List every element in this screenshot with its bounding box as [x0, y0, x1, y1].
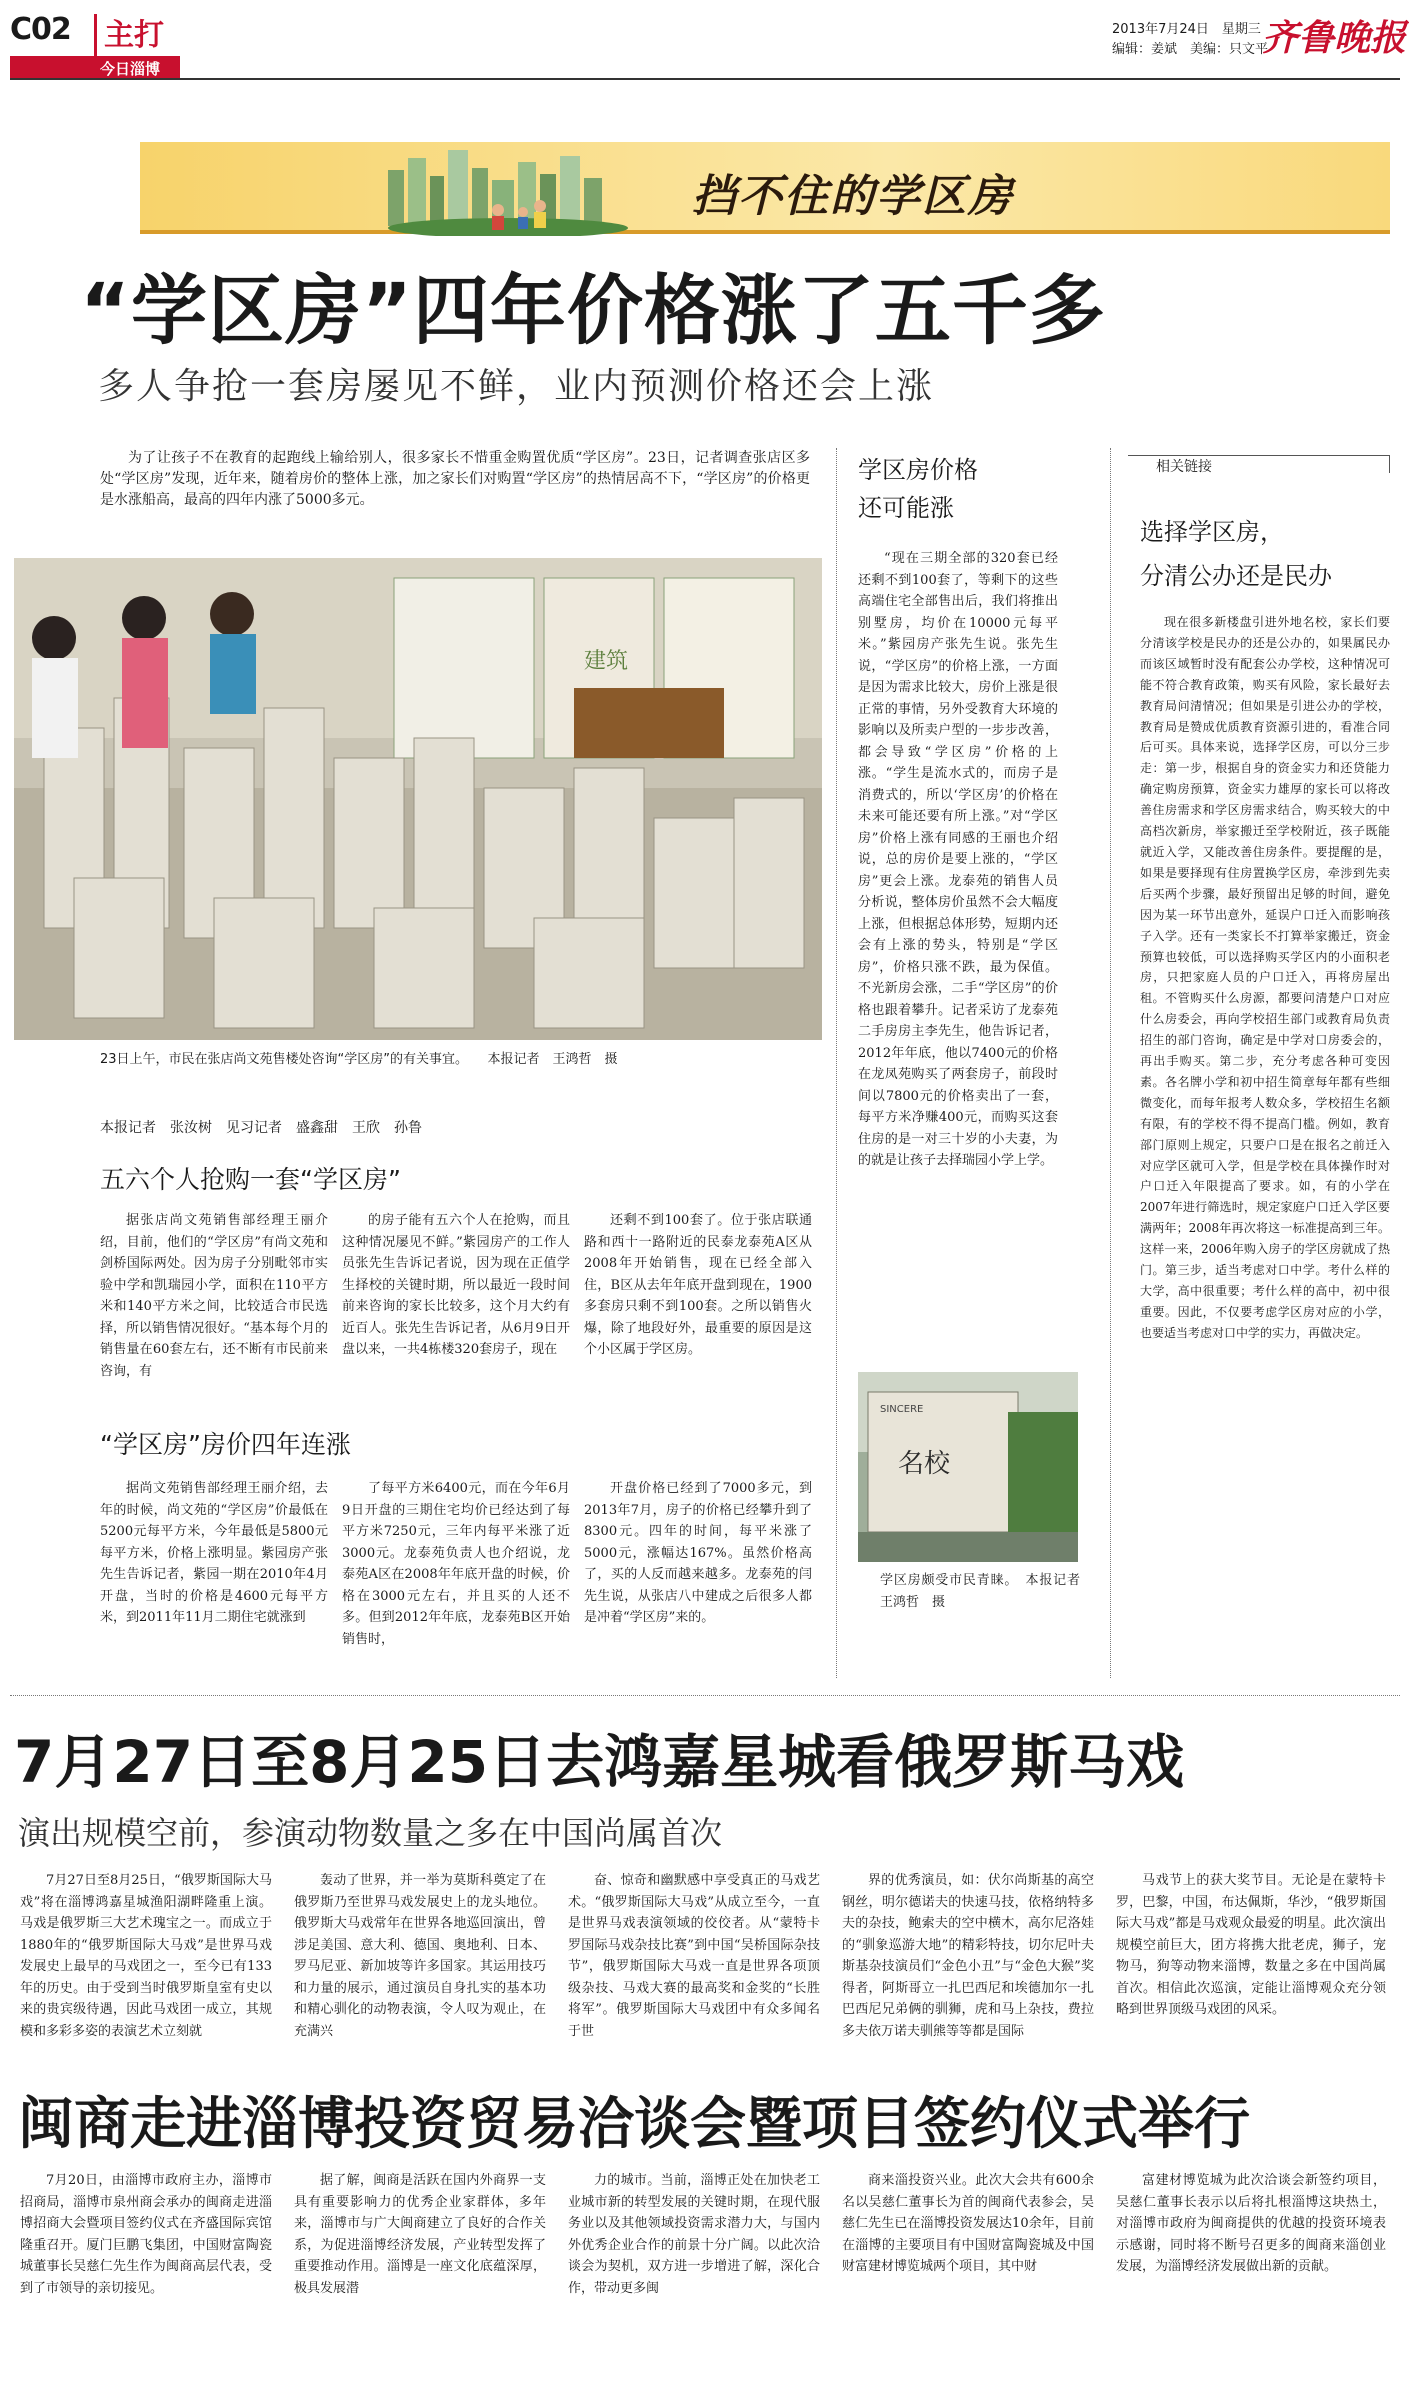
story1-main-photo	[14, 558, 822, 1040]
story1-section1-col1: 据张店尚文苑销售部经理王丽介绍，目前，他们的“学区房”有尚文苑和剑桥国际两处。因为房子分别毗邻市实验中学和凯瑞园小学，面积在110平方米和140平方米之间，比较适合市民选择，所以销售情况很好。“基本每个月的销售量在60套左右，还不断有市民前来咨询，有	[100, 1213, 328, 1379]
story1-subhead: 多人争抢一套房屡见不鲜，业内预测价格还会上涨	[98, 366, 935, 407]
related-body: 现在很多新楼盘引进外地名校，家长们要分清该学校是民办的还是公办的，如果属民办而该区域暂时没有配套公办学校，这种情况可能不符合教育政策，购买有风险，家长最好去教育局问清情况；但如果是引进公办的学校，教育局是赞成优质教育资源引进的，看准合同后可买。具体来说，选择学区房，可以分三步走：第一步，根据自身的资金实力和还贷能力确定购房预算，资金实力雄厚的家长可以将改善住房需求和学区房需求结合，购买较大的中高档次新房，举家搬迁至学校附近，孩子既能就近入学，又能改善住房条件。要提醒的是，如果是要择现有住房置换学区房，牵涉到先卖后买两个步骤，最好预留出足够的时间，避免因为某一环节出意外，延误户口迁入而影响孩子入学。还有一类家长不打算举家搬迁，资金预算也较低，可以选择购买学区内的小面积老房，只把家庭人员的户口迁入，再将房屋出租。不管购买什么房源，都要问清楚户口对应什么房委会，再向学校招生部门或教育局负责招生的部门咨询，确定是中学对口房委会的，再出手购买。第二步，充分考虑各种可变因素。各名牌小学和初中招生简章每年都有些细微变化，而每年报考人数众多，学校招生名额有限，有的学校不得不提高门槛。例如，教育部门原则上规定，只要户口是在报名之前迁入对应学区就可入学，但是学校在具体操作时对户口迁入年限提高了要求。如，有的小学在2007年进行筛选时，规定家庭户口迁入学区要满两年；2008年再次将这一标准提高到三年。这样一来，2006年购入房子的学区房就成了热门。第三步，适当考虑对口中学。考什么样的大学，高中很重要；考什么样的高中，初中很重要。因此，不仅要考虑学区房对应的小学，也要适当考虑对口中学的实力，再做决定。	[1140, 615, 1390, 1340]
story1-section1-col2: 的房子能有五六个人在抢购，而且这种情况屡见不鲜。”紫园房产的工作人员张先生告诉记者说，因为现在正值学生择校的关键时期，所以最近一段时间前来咨询的家长比较多，这个月大约有近百人。张先生告诉记者，从6月9日开盘以来，一共4栋楼320套房子，现在	[342, 1213, 570, 1357]
section-title: 主打	[104, 18, 164, 53]
story2-top-rule	[10, 1695, 1400, 1696]
story2-subhead: 演出规模空前，参演动物数量之多在中国尚属首次	[18, 1814, 723, 1852]
story3-col1: 7月20日，由淄博市政府主办，淄博市招商局，淄博市泉州商会承办的闽商走进淄博招商大会暨项目签约仪式在齐盛国际宾馆隆重召开。厦门巨鹏飞集团，中国财富陶瓷城董事长吴慈仁先生作为闽商高层代表，受到了市领导的亲切接见。	[20, 2173, 272, 2296]
story3-col5: 富建材博览城为此次洽谈会新签约项目，吴慈仁董事长表示以后将扎根淄博这块热土，对淄博市政府为闽商提供的优越的投资环境表示感谢，同时将不断号召更多的闽商来淄创业发展，为淄博经济发展做出新的贡献。	[1116, 2173, 1386, 2274]
page-code: C02	[10, 12, 71, 47]
story2-headline: 7月27日至8月25日去鸿嘉星城看俄罗斯马戏	[14, 1728, 1185, 1796]
subsection-label: 今日淄博	[100, 60, 161, 78]
photo-sign-text: 建筑	[584, 649, 629, 674]
story3-col2: 据了解，闽商是活跃在国内外商界一支具有重要影响力的优秀企业家群体，多年来，淄博市与广大闽商建立了良好的合作关系，为促进淄博经济发展，产业转型发挥了重要推动作用。淄博是一座文化底蕴深厚，极具发展潜	[294, 2173, 546, 2296]
header-red-bar	[94, 14, 97, 58]
story1-section1-col3: 还剩不到100套了。位于张店联通路和西十一路附近的民泰龙泰苑A区从2008年开始销售，现在已经全部入住，B区从去年年底开盘到现在，1900多套房只剩不到100套。之所以销售火爆，除了地段好外，最重要的原因是这个小区属于学区房。	[584, 1213, 812, 1357]
story1-byline: 本报记者 张汝树 见习记者 盛鑫甜 王欣 孙鲁	[100, 1120, 422, 1136]
story1-section2-col3: 开盘价格已经到了7000多元，到2013年7月，房子的价格已经攀升到了8300元。四年的时间，每平米涨了5000元，涨幅达167%。虽然价格高了，买的人反而越来越多。龙泰苑的闫先生说，从张店八中建成之后很多人都是冲着“学区房”来的。	[584, 1481, 812, 1625]
side-column-text: “现在三期全部的320套已经还剩不到100套了，等剩下的这些高端住宅全部售出后，我们将推出别墅房，均价在10000元每平米。”紫园房产张先生说。张先生说，“学区房”的价格上涨，一方面是因为需求比较大，房价上涨是很正常的事情，另外受教育大环境的影响以及所卖户型的一步步改善，都会导致“学区房”价格的上涨。“学生是流水式的，而房子是消费式的，所以‘学区房’的价格在未来可能还要有所上涨。”对“学区房”价格上涨有同感的王丽也介绍说，总的房价是要上涨的，“学区房”更会上涨。龙泰苑的销售人员分析说，整体房价虽然不会大幅度上涨，但根据总体形势，短期内还会有上涨的势头，特别是“学区房”，价格只涨不跌，最为保值。不光新房会涨，二手“学区房”的价格也跟着攀升。记者采访了龙泰苑二手房房主李先生，他告诉记者，2012年年底，他以7400元的价格在龙凤苑购买了两套房子，前段时间以7800元的价格卖出了一套，每平方米净赚400元，而购买这套住房的是一对三十岁的小夫妻，为的就是让孩子去择瑞园小学上学。	[858, 551, 1058, 1168]
story1-headline: “学区房”四年价格涨了五千多	[80, 266, 1106, 355]
story3-col4: 商来淄投资兴业。此次大会共有600余名以吴慈仁董事长为首的闽商代表参会，吴慈仁先生已在淄博投资发展达10余年，目前在淄博的主要项目有中国财富陶瓷城及中国财富建材博览城两个项目，其中财	[842, 2173, 1094, 2274]
story2-col3: 奋、惊奇和幽默感中享受真正的马戏艺术。“俄罗斯国际大马戏”从成立至今，一直是世界马戏表演领域的佼佼者。从“蒙特卡罗国际马戏杂技比赛”到中国“吴桥国际杂技节”，俄罗斯国际大马戏一直是世界各项顶级杂技、马戏大赛的最高奖和金奖的“长胜将军”。俄罗斯国际大马戏团中有众多闻名于世	[568, 1873, 820, 2039]
story1-section2-col2: 了每平方米6400元，而在今年6月9日开盘的三期住宅均价已经达到了每平方米7250元，三年内每平米涨了近3000元。龙泰苑负责人也介绍说，龙泰苑A区在2008年年底开盘的时候，价格在3000元左右，并且买的人还不多。但到2012年年底，龙泰苑B区开始销售时，	[342, 1481, 570, 1647]
side-title-line2: 还可能涨	[858, 494, 954, 522]
banner-city-illustration	[378, 140, 638, 236]
story2-col1: 7月27日至8月25日，“俄罗斯国际大马戏”将在淄博鸿嘉星城渔阳湖畔隆重上演。马戏是俄罗斯三大艺术瑰宝之一。而成立于1880年的“俄罗斯国际大马戏”是世界马戏发展史上最早的马戏团之一，至今已有133年的历史。由于受到当时俄罗斯皇室有史以来的贵宾级待遇，因此马戏团一成立，其规模和多彩多姿的表演艺术立刻就	[20, 1873, 272, 2039]
story2-col4: 界的优秀演员，如：伏尔尚斯基的高空钢丝，明尔德诺夫的快速马技，依格纳特多夫的杂技，鲍索夫的空中横木，高尔尼洛娃的“驯象巡游大地”的精彩特技，切尔尼叶夫斯基杂技演员们“金色小丑”与“金色大猴”奖得者，阿斯哥立一扎巴西尼和埃德加尔一扎巴西尼兄弟俩的驯狮，虎和马上杂技，费拉多夫依万诺夫驯熊等等都是国际	[842, 1873, 1094, 2039]
story3-col3: 力的城市。当前，淄博正处在加快老工业城市新的转型发展的关键时期，在现代服务业以及其他领域投资需求潜力大，与国内外优秀企业合作的前景十分广阔。以此次洽谈会为契机，双方进一步增进了解，深化合作，带动更多闽	[568, 2173, 820, 2296]
story1-section1-title: 五六个人抢购一套“学区房”	[100, 1165, 401, 1194]
side-photo-english: SINCERE	[880, 1404, 924, 1415]
story1-section2-col1: 据尚文苑销售部经理王丽介绍，去年的时候，尚文苑的“学区房”价最低在5200元每平方米，今年最低是5800元每平方米，价格上涨明显。紫园房产张先生告诉记者，紫园一期在2010年4月开盘，当时的价格是4600元每平方米，到2011年11月二期住宅就涨到	[100, 1481, 328, 1625]
side-photo-sign: 名校	[898, 1449, 951, 1479]
header-editors: 编辑：姜斌 美编：只文平	[1112, 42, 1269, 57]
related-column-divider	[1110, 448, 1111, 1678]
related-title-line1: 选择学区房，	[1140, 518, 1284, 546]
story2-col2: 轰动了世界，并一举为莫斯科奠定了在俄罗斯乃至世界马戏发展史上的龙头地位。俄罗斯大马戏常年在世界各地巡回演出，曾涉足美国、意大利、德国、奥地利、日本、罗马尼亚、新加坡等许多国家。其运用技巧和力量的展示，通过演员自身扎实的基本功和精心驯化的动物表演，令人叹为观止，在充满兴	[294, 1873, 546, 2039]
side-photo	[858, 1372, 1078, 1562]
banner-title: 挡不住的学区房	[692, 171, 1014, 222]
related-label: 相关链接	[1150, 456, 1218, 476]
story2-col5: 马戏节上的获大奖节目。无论是在蒙特卡罗，巴黎，中国，布达佩斯，华沙，“俄罗斯国际大马戏”都是马戏观众最爱的明星。此次演出规模空前巨大，团方将携大批老虎，狮子，宠物马，狗等动物来淄博，数量之多在中国尚属首次。相信此次巡演，定能让淄博观众充分领略到世界顶级马戏团的风采。	[1116, 1873, 1386, 2017]
side-photo-caption: 学区房颇受市民青睐。 本报记者 王鸿哲 摄	[880, 1573, 1094, 1610]
side-column-divider	[836, 448, 837, 1678]
story1-lead: 为了让孩子不在教育的起跑线上输给别人，很多家长不惜重金购置优质“学区房”。23日，记者调查张店区多处“学区房”发现，近年来，随着房价的整体上涨，加之家长们对购置“学区房”的热情居高不下，“学区房”的价格更是水涨船高，最高的四年内涨了5000多元。	[100, 450, 810, 508]
story1-section2-title: “学区房”房价四年连涨	[100, 1430, 351, 1459]
related-title-line2: 分清公办还是民办	[1140, 562, 1332, 590]
header-date: 2013年7月24日 星期三	[1112, 22, 1261, 37]
side-title-line1: 学区房价格	[858, 456, 978, 484]
story1-photo-caption: 23日上午，市民在张店尚文苑售楼处咨询“学区房”的有关事宜。 本报记者 王鸿哲 摄	[100, 1052, 618, 1067]
masthead-logo: 齐鲁晚报	[1262, 17, 1407, 59]
header-rule	[10, 78, 1400, 80]
story3-headline: 闽商走进淄博投资贸易洽谈会暨项目签约仪式举行	[18, 2092, 1250, 2157]
